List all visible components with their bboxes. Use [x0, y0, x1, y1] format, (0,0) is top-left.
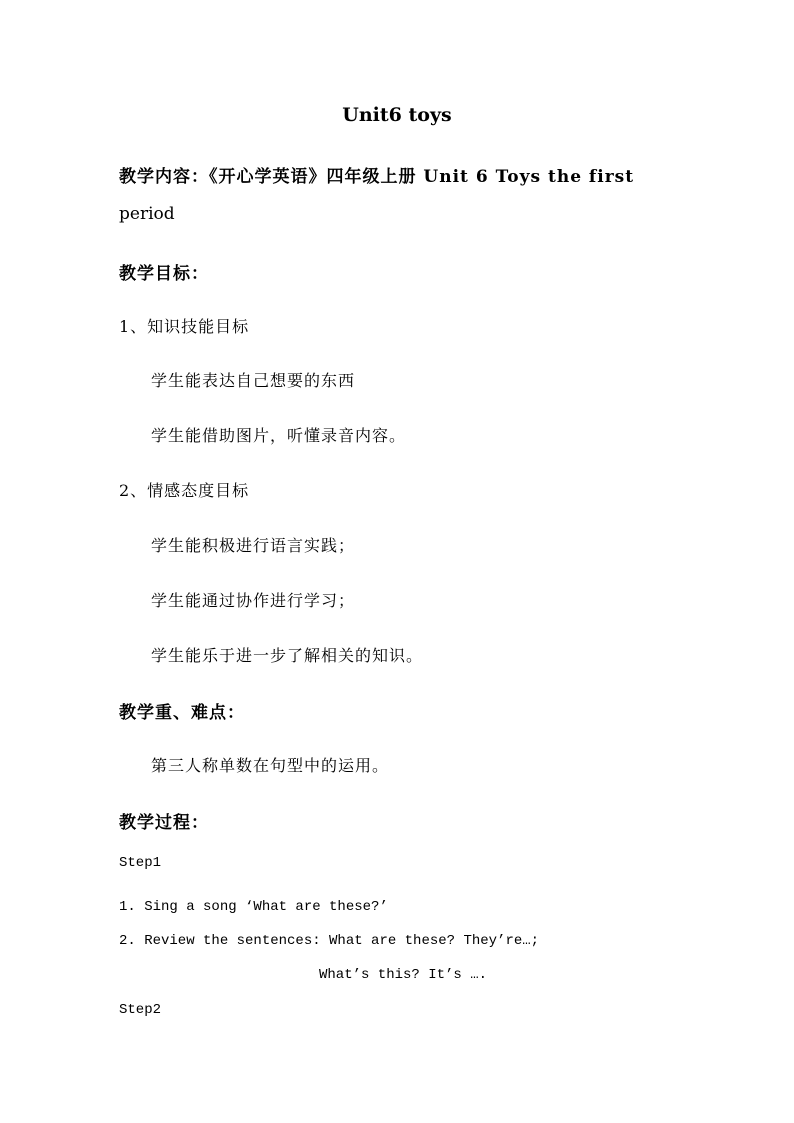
- objective-2-item: 学生能乐于进一步了解相关的知识。: [151, 646, 424, 665]
- objective-1-item: 学生能借助图片，听懂录音内容。: [151, 426, 407, 445]
- process-heading: 教学过程：: [119, 813, 209, 833]
- step-item: 2. Review the sentences: What are these? They’re…;: [119, 933, 540, 949]
- objective-1-item: 学生能表达自己想要的东西: [151, 371, 356, 390]
- document-title: Unit6 toys: [342, 104, 452, 126]
- step-item: 1. Sing a song ‘What are these?’: [119, 899, 388, 915]
- objective-2-heading: 2、情感态度目标: [119, 481, 250, 500]
- teaching-content-line-cont: period: [119, 204, 175, 224]
- step-item-continuation: What’s this? It’s ….: [319, 967, 488, 983]
- step-heading: Step2: [119, 1002, 162, 1018]
- teaching-content-line: 教学内容：《开心学英语》四年级上册 Unit 6 Toys the first: [119, 167, 635, 187]
- objective-1-heading: 1、知识技能目标: [119, 317, 250, 336]
- step-heading: Step1: [119, 855, 162, 871]
- keypoints-heading: 教学重、难点：: [119, 703, 245, 723]
- objectives-heading: 教学目标：: [119, 264, 209, 284]
- objective-2-item: 学生能积极进行语言实践；: [151, 536, 356, 555]
- keypoints-item: 第三人称单数在句型中的运用。: [151, 756, 390, 775]
- objective-2-item: 学生能通过协作进行学习；: [151, 591, 356, 610]
